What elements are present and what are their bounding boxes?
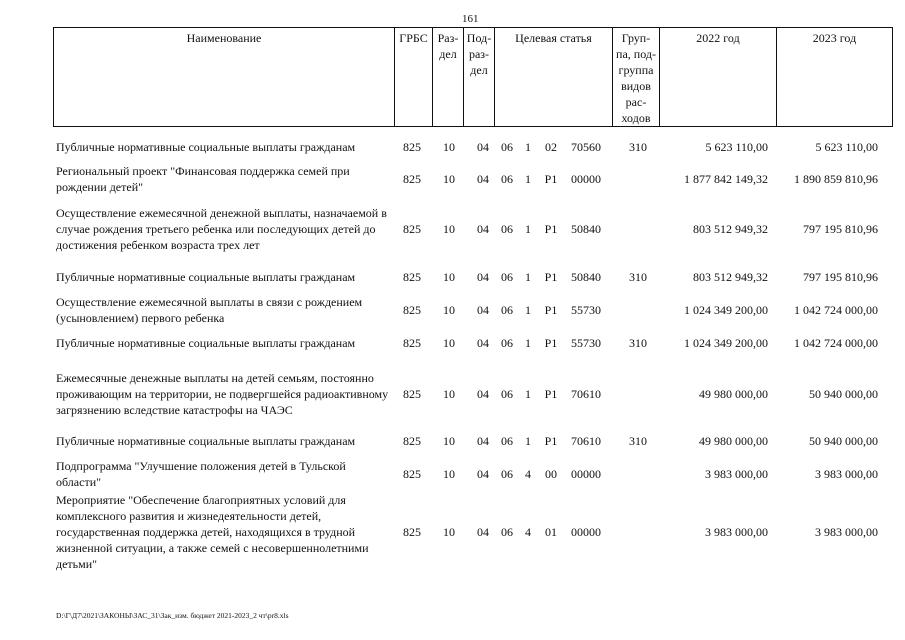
row-target-code: 00000 xyxy=(571,524,601,539)
row-grbs: 825 xyxy=(403,171,421,186)
header-podrazdel-line: Под- xyxy=(466,31,492,45)
header-podrazdel-line: дел xyxy=(470,63,488,77)
table-row xyxy=(56,293,892,327)
row-target-event: P1 xyxy=(544,171,558,186)
row-group xyxy=(616,293,660,327)
row-target-event: P1 xyxy=(544,269,558,284)
table-row xyxy=(56,429,892,453)
header-group-line: рас- xyxy=(625,95,647,109)
row-target-type: 4 xyxy=(525,466,531,481)
row-group: 310 xyxy=(629,433,647,448)
header-group xyxy=(613,28,660,127)
row-target-event: P1 xyxy=(544,433,558,448)
row-name: Публичные нормативные социальные выплаты гражданам xyxy=(56,336,356,350)
row-amount-2023: 50 940 000,00 xyxy=(809,386,878,401)
row-razdel: 10 xyxy=(443,335,455,350)
row-amount-2022: 803 512 949,32 xyxy=(693,269,768,284)
row-razdel: 10 xyxy=(443,524,455,539)
row-name: Ежемесячные денежные выплаты на детей семьям, постоянно проживающим на территории, не подвергшейся радиоактивному загрязнению вследствие катастрофы на ЧАЭС xyxy=(56,371,389,417)
row-razdel: 10 xyxy=(443,269,455,284)
row-amount-2023: 797 195 810,96 xyxy=(803,269,878,284)
row-group: 310 xyxy=(629,335,647,350)
row-grbs: 825 xyxy=(403,386,421,401)
row-razdel: 10 xyxy=(443,386,455,401)
row-podrazdel: 04 xyxy=(477,386,489,401)
row-group xyxy=(616,361,660,427)
header-target: Целевая статья xyxy=(495,28,613,127)
table-row xyxy=(56,162,892,196)
header-group-line: видов xyxy=(621,79,651,93)
row-amount-2023: 1 890 859 810,96 xyxy=(794,171,878,186)
row-razdel: 10 xyxy=(443,139,455,154)
row-amount-2022: 1 024 349 200,00 xyxy=(684,335,768,350)
row-podrazdel: 04 xyxy=(477,171,489,186)
row-amount-2023: 5 623 110,00 xyxy=(815,139,878,154)
row-amount-2023: 797 195 810,96 xyxy=(803,221,878,236)
row-amount-2023: 3 983 000,00 xyxy=(815,466,878,481)
row-name: Публичные нормативные социальные выплаты гражданам xyxy=(56,270,356,284)
table-header xyxy=(53,27,893,127)
row-target-event: 01 xyxy=(545,524,557,539)
row-target-event: P1 xyxy=(544,386,558,401)
row-razdel: 10 xyxy=(443,433,455,448)
row-target-program: 06 xyxy=(501,139,513,154)
row-target-program: 06 xyxy=(501,466,513,481)
file-path-footer: D:\Г\Д7\2021\ЗАКОНЫ\ЗАС_31\Зак_изм. бюджет 2021-2023_2 чт\pr8.xls xyxy=(56,611,289,620)
row-podrazdel: 04 xyxy=(477,269,489,284)
table-row xyxy=(56,265,892,289)
row-amount-2022: 1 877 842 149,32 xyxy=(684,171,768,186)
row-target-code: 00000 xyxy=(571,466,601,481)
row-target-event: 00 xyxy=(545,466,557,481)
row-amount-2022: 49 980 000,00 xyxy=(699,433,768,448)
page-number: 161 xyxy=(462,13,479,25)
row-target-event: P1 xyxy=(544,335,558,350)
header-podrazdel xyxy=(464,28,495,127)
row-group: 310 xyxy=(629,139,647,154)
header-group-line: па, под- xyxy=(616,47,656,61)
row-group xyxy=(616,196,660,262)
row-target-type: 1 xyxy=(525,139,531,154)
row-target-event: P1 xyxy=(544,302,558,317)
header-group-line: ходов xyxy=(621,111,651,125)
row-amount-2022: 1 024 349 200,00 xyxy=(684,302,768,317)
table-row xyxy=(56,331,892,355)
row-name: Мероприятие "Обеспечение благоприятных условий для комплексного развития и жизнедеятельности детей, государственная поддержка детей, находящихся в трудной жизненной ситуации, а также семей с несовершеннолетними детьми" xyxy=(56,493,369,571)
row-name: Осуществление ежемесячной выплаты в связи с рождением (усыновлением) первого ребенка xyxy=(56,295,363,325)
row-target-type: 4 xyxy=(525,524,531,539)
row-amount-2023: 1 042 724 000,00 xyxy=(794,335,878,350)
row-name: Региональный проект "Финансовая поддержка семей при рождении детей" xyxy=(56,164,350,194)
row-target-program: 06 xyxy=(501,302,513,317)
row-group xyxy=(616,491,660,573)
row-target-program: 06 xyxy=(501,221,513,236)
row-amount-2022: 3 983 000,00 xyxy=(705,524,768,539)
row-podrazdel: 04 xyxy=(477,466,489,481)
row-target-type: 1 xyxy=(525,221,531,236)
header-group-line: Груп- xyxy=(621,31,651,45)
row-target-program: 06 xyxy=(501,524,513,539)
header-2022: 2022 год xyxy=(660,28,777,127)
row-name: Публичные нормативные социальные выплаты гражданам xyxy=(56,434,356,448)
row-target-event: 02 xyxy=(545,139,557,154)
header-group-line: группа xyxy=(618,63,654,77)
row-target-code: 70560 xyxy=(571,139,601,154)
header-razdel-line: Раз- xyxy=(437,31,459,45)
header-razdel-line: дел xyxy=(439,47,457,61)
row-target-event: P1 xyxy=(544,221,558,236)
row-grbs: 825 xyxy=(403,269,421,284)
row-target-program: 06 xyxy=(501,386,513,401)
table-row xyxy=(56,361,892,427)
row-target-program: 06 xyxy=(501,335,513,350)
row-target-type: 1 xyxy=(525,335,531,350)
header-grbs: ГРБС xyxy=(395,28,433,127)
row-grbs: 825 xyxy=(403,221,421,236)
row-name: Осуществление ежемесячной денежной выплаты, назначаемой в случае рождения третьего ребенка или последующих детей до достижения ребенком возраста трех лет xyxy=(56,206,387,252)
table-row xyxy=(56,196,892,262)
row-group: 310 xyxy=(629,269,647,284)
table-row xyxy=(56,457,892,491)
row-target-program: 06 xyxy=(501,269,513,284)
row-razdel: 10 xyxy=(443,171,455,186)
row-amount-2023: 1 042 724 000,00 xyxy=(794,302,878,317)
row-podrazdel: 04 xyxy=(477,433,489,448)
row-target-code: 50840 xyxy=(571,269,601,284)
row-target-code: 50840 xyxy=(571,221,601,236)
row-podrazdel: 04 xyxy=(477,139,489,154)
row-group xyxy=(616,162,660,196)
row-razdel: 10 xyxy=(443,221,455,236)
table-row xyxy=(56,491,892,573)
row-podrazdel: 04 xyxy=(477,524,489,539)
row-grbs: 825 xyxy=(403,335,421,350)
row-target-code: 70610 xyxy=(571,386,601,401)
row-razdel: 10 xyxy=(443,302,455,317)
row-target-type: 1 xyxy=(525,269,531,284)
row-grbs: 825 xyxy=(403,139,421,154)
row-grbs: 825 xyxy=(403,433,421,448)
row-grbs: 825 xyxy=(403,466,421,481)
row-target-code: 55730 xyxy=(571,335,601,350)
row-amount-2022: 3 983 000,00 xyxy=(705,466,768,481)
row-razdel: 10 xyxy=(443,466,455,481)
row-target-code: 70610 xyxy=(571,433,601,448)
row-amount-2022: 803 512 949,32 xyxy=(693,221,768,236)
row-target-type: 1 xyxy=(525,171,531,186)
row-amount-2023: 50 940 000,00 xyxy=(809,433,878,448)
row-target-type: 1 xyxy=(525,433,531,448)
row-grbs: 825 xyxy=(403,302,421,317)
row-target-type: 1 xyxy=(525,386,531,401)
row-grbs: 825 xyxy=(403,524,421,539)
row-target-code: 00000 xyxy=(571,171,601,186)
row-podrazdel: 04 xyxy=(477,302,489,317)
row-target-program: 06 xyxy=(501,433,513,448)
row-target-type: 1 xyxy=(525,302,531,317)
row-podrazdel: 04 xyxy=(477,221,489,236)
row-amount-2022: 5 623 110,00 xyxy=(705,139,768,154)
row-target-code: 55730 xyxy=(571,302,601,317)
header-podrazdel-line: раз- xyxy=(468,47,490,61)
row-target-program: 06 xyxy=(501,171,513,186)
header-razdel xyxy=(433,28,464,127)
header-2023: 2023 год xyxy=(777,28,893,127)
row-podrazdel: 04 xyxy=(477,335,489,350)
row-group xyxy=(616,457,660,491)
row-amount-2022: 49 980 000,00 xyxy=(699,386,768,401)
header-name: Наименование xyxy=(54,28,395,127)
row-name: Подпрограмма "Улучшение положения детей в Тульской области" xyxy=(56,459,346,489)
table-row xyxy=(56,135,892,159)
row-name: Публичные нормативные социальные выплаты гражданам xyxy=(56,140,356,154)
row-amount-2023: 3 983 000,00 xyxy=(815,524,878,539)
